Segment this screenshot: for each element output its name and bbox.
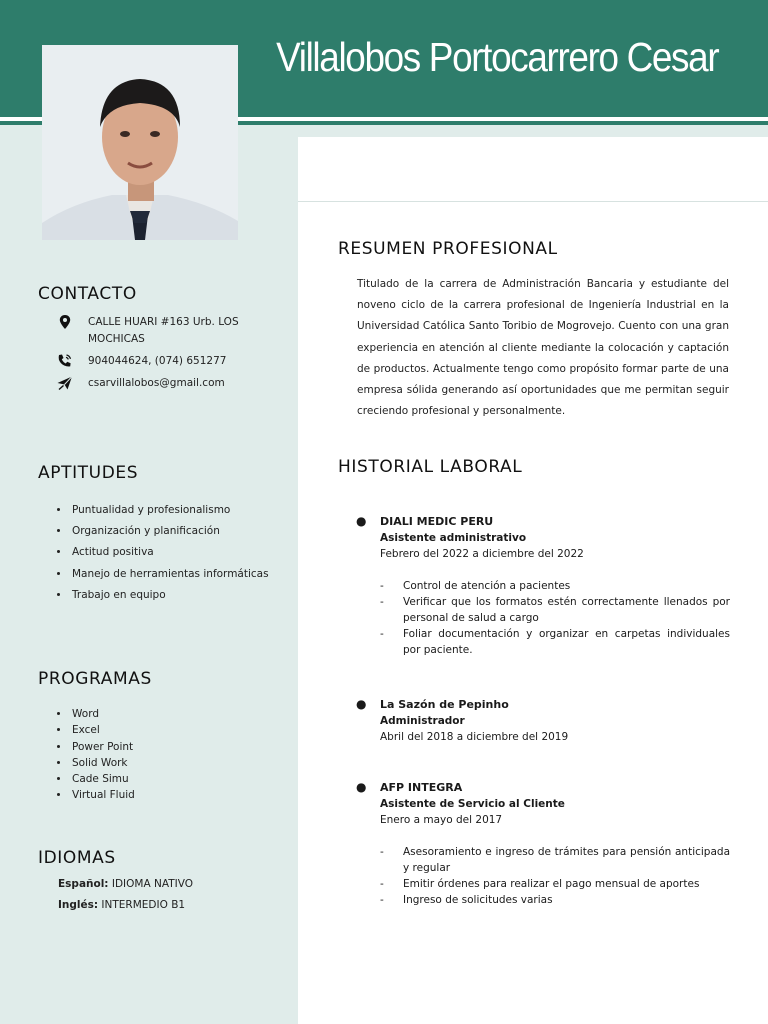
programs-list <box>38 706 135 804</box>
job-task-list <box>356 844 730 908</box>
contact-email <box>56 375 276 392</box>
job-task-list <box>356 578 730 658</box>
language-level: IDIOMA NATIVO <box>111 878 193 890</box>
language-english <box>58 899 185 911</box>
job-task: - Asesoramiento e ingreso de trámites para pensión anticipada y regular <box>380 846 730 874</box>
list-item: • Power Point <box>70 739 135 755</box>
job-dates: Abril del 2018 a diciembre del 2019 <box>380 731 569 743</box>
summary-heading: RESUMEN PROFESIONAL <box>338 239 558 259</box>
list-item: • Word <box>70 706 135 722</box>
bullet-icon: ● <box>356 514 367 528</box>
list-item: • Virtual Fluid <box>70 787 135 803</box>
bullet-icon: ● <box>356 697 367 711</box>
job-task: - Control de atención a pacientes <box>380 580 571 592</box>
programs-heading: PROGRAMAS <box>38 669 152 689</box>
location-pin-icon <box>56 314 74 330</box>
contact-email-link[interactable]: csarvillalobos@gmail.com <box>88 377 225 389</box>
header-spacer-box <box>298 137 768 202</box>
list-item: • Solid Work <box>70 755 135 771</box>
job-dates: Enero a mayo del 2017 <box>380 814 503 826</box>
job-company: AFP INTEGRA <box>380 781 463 794</box>
list-item: • Manejo de herramientas informáticas <box>70 564 269 585</box>
job-task: - Emitir órdenes para realizar el pago mensual de aportes <box>380 878 700 890</box>
job-role: Asistente de Servicio al Cliente <box>380 798 565 810</box>
job-task: - Verificar que los formatos estén correctamente llenados por personal de salud a cargo <box>380 596 730 624</box>
list-item: • Actitud positiva <box>70 542 269 563</box>
job-task: - Foliar documentación y organizar en carpetas individuales por paciente. <box>380 628 730 656</box>
job-entry <box>356 779 730 908</box>
skills-list <box>38 500 269 606</box>
contact-address <box>56 314 276 348</box>
job-company: DIALI MEDIC PERU <box>380 515 494 528</box>
languages-heading: IDIOMAS <box>38 848 116 868</box>
list-item: • Excel <box>70 722 135 738</box>
candidate-name: Villalobos Portocarrero Cesar <box>275 34 718 80</box>
list-item: • Puntualidad y profesionalismo <box>70 500 269 521</box>
language-spanish <box>58 878 193 890</box>
contact-heading: CONTACTO <box>38 284 137 304</box>
history-heading: HISTORIAL LABORAL <box>338 457 523 477</box>
send-icon <box>56 375 74 391</box>
language-level: INTERMEDIO B1 <box>101 899 186 911</box>
language-label: Español: <box>58 878 109 890</box>
job-role: Asistente administrativo <box>380 532 527 544</box>
language-label: Inglés: <box>58 899 99 911</box>
summary-text: Titulado de la carrera de Administración Bancaria y estudiante del noveno ciclo de la carrera profesional de Ingeniería Industrial en la Universidad Católica Santo Toribio de Mogrovejo. Cuento con una gran experiencia en atención al cliente mediante la colocación y captación de productos. Actualmente tengo como propósito formar parte de una empresa sólida generando así oportunidades que me permitan seguir creciendo profesional y personalmente. <box>357 278 729 418</box>
job-task: - Ingreso de solicitudes varias <box>380 894 553 906</box>
contact-address-text: CALLE HUARI #163 Urb. LOS MOCHICAS <box>88 316 239 345</box>
job-role: Administrador <box>380 715 465 727</box>
list-item: • Cade Simu <box>70 771 135 787</box>
list-item: • Trabajo en equipo <box>70 585 269 606</box>
job-entry <box>356 513 730 658</box>
list-item: • Organización y planificación <box>70 521 269 542</box>
job-company: La Sazón de Pepinho <box>380 698 509 711</box>
skills-heading: APTITUDES <box>38 463 139 483</box>
profile-photo <box>42 45 238 240</box>
job-dates: Febrero del 2022 a diciembre del 2022 <box>380 548 584 560</box>
bullet-icon: ● <box>356 780 367 794</box>
contact-phone <box>56 353 276 370</box>
phone-icon <box>56 353 74 369</box>
contact-phone-text: 904044624, (074) 651277 <box>88 355 227 367</box>
job-entry <box>356 696 730 745</box>
